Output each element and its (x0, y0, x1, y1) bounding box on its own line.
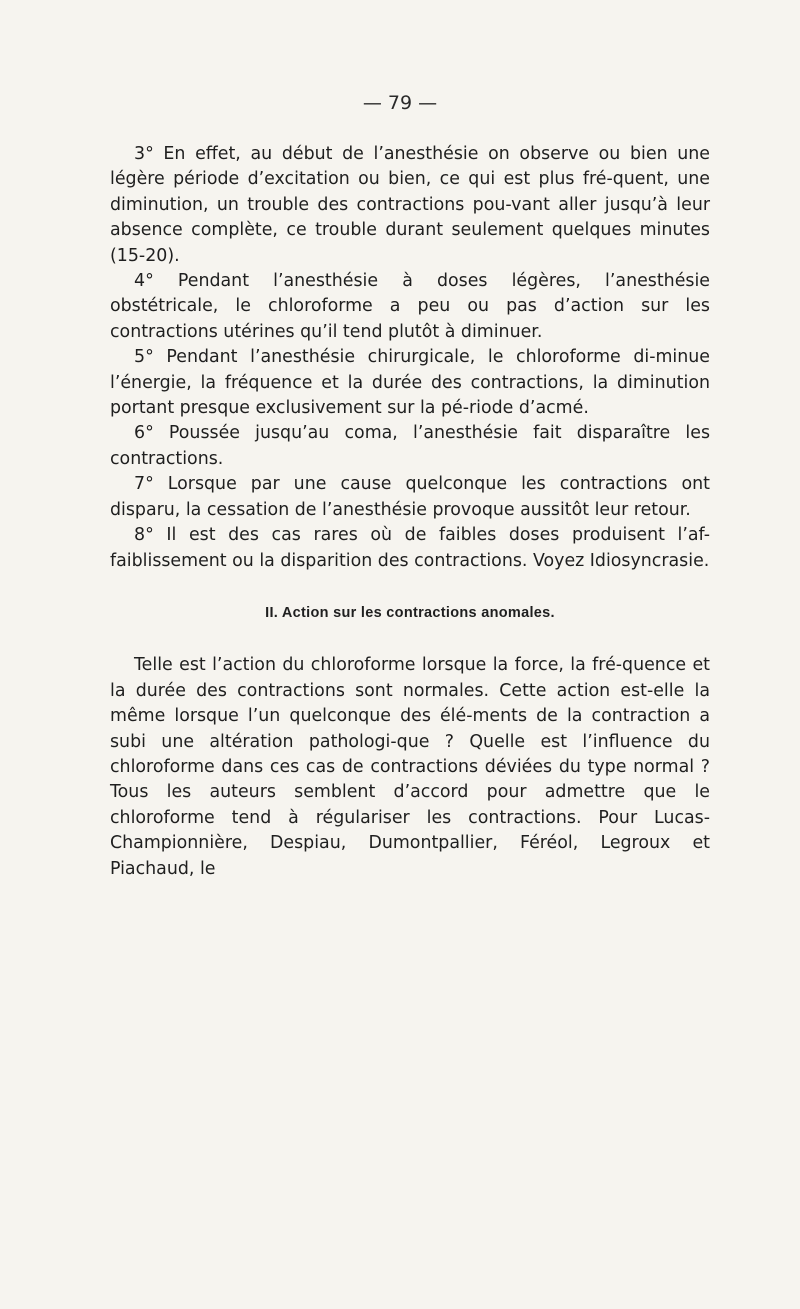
body-text (110, 142, 710, 882)
paragraph-item-4: 4° Pendant l’anesthésie à doses légères, l’anesthésie obstétricale, le chloroforme a peu ou pas d’action sur les contractions utérines qu’il tend plutôt à diminuer. (110, 271, 710, 342)
paragraph-item-3: 3° En effet, au début de l’anesthésie on observe ou bien une légère période d’excitation ou bien, ce qui est plus fré-quent, une diminution, un trouble des contractions pou-vant aller jusqu’à leur absence complète, ce trouble durant seulement quelques minutes (15-20). (110, 144, 710, 266)
paragraph-item-5: 5° Pendant l’anesthésie chirurgicale, le chloroforme di-minue l’énergie, la fréquence et la durée des contractions, la diminution portant presque exclusivement sur la pé-riode d’acmé. (110, 347, 710, 419)
page-number: — 79 — (362, 92, 438, 114)
paragraph-item-8: 8° Il est des cas rares où de faibles doses produisent l’af-faiblissement ou la disparition des contractions. Voyez Idiosyncrasie. (110, 525, 710, 571)
section-heading: II. Action sur les contractions anomales. (265, 604, 555, 621)
paragraph-item-6: 6° Poussée jusqu’au coma, l’anesthésie fait disparaître les contractions. (110, 423, 710, 469)
paragraph-item-7: 7° Lorsque par une cause quelconque les contractions ont disparu, la cessation de l’anesthésie provoque aussitôt leur retour. (110, 474, 710, 520)
paragraph-section-2: Telle est l’action du chloroforme lorsque la force, la fré-quence et la durée des contractions sont normales. Cette action est-elle la même lorsque l’un quelconque des élé-ments de la contraction a subi une altération pathologi-que ? Quelle est l’influence du chloroforme dans ces cas de contractions déviées du type normal ? Tous les auteurs semblent d’accord pour admettre que le chloroforme tend à régulariser les contractions. Pour Lucas-Championnière, Despiau, Dumontpallier, Féréol, Legroux et Piachaud, le (110, 655, 710, 879)
